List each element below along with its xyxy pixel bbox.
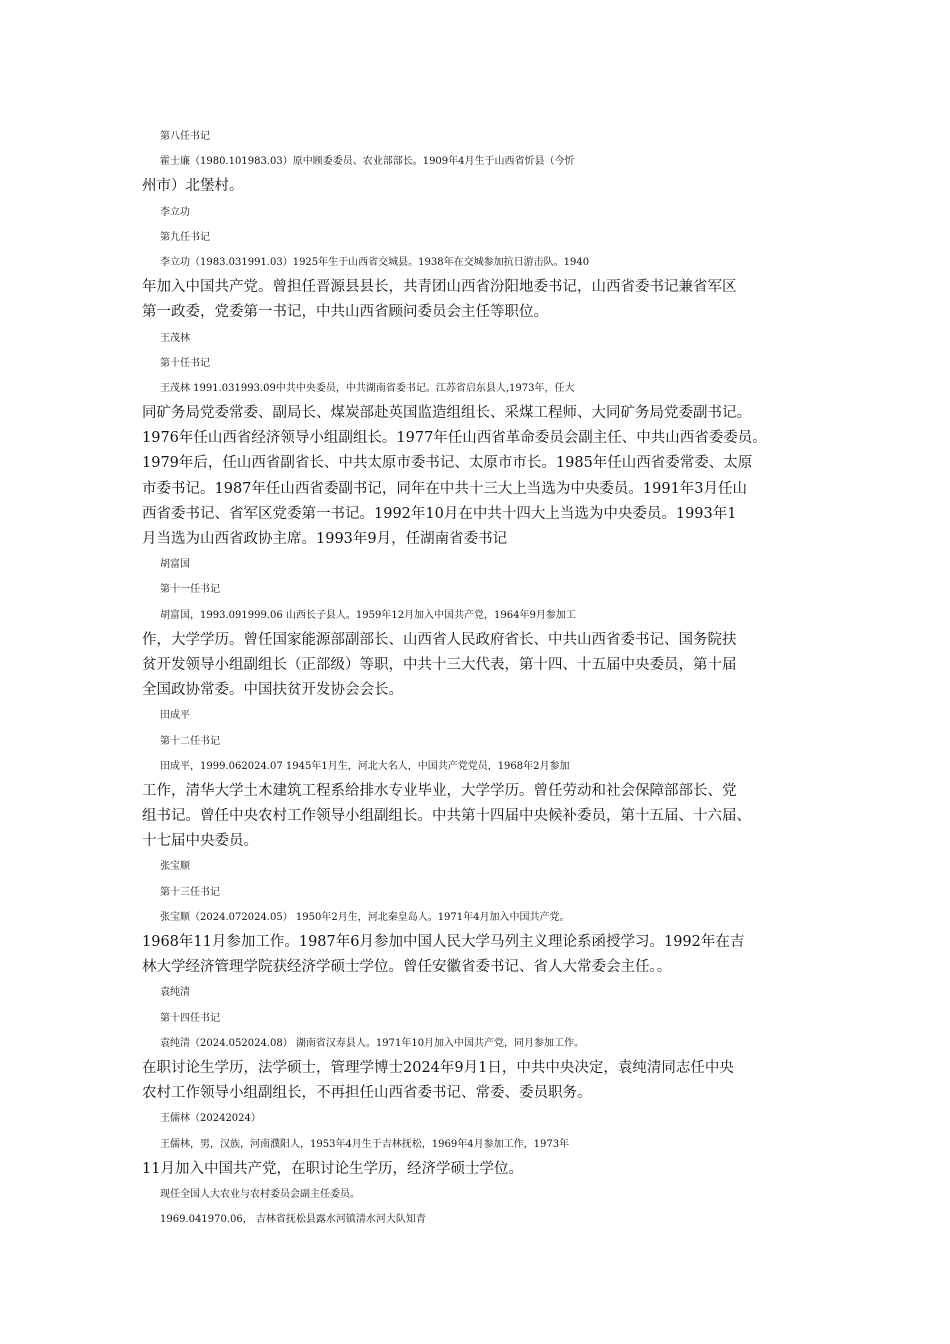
text-line: 州市）北堡村。 bbox=[142, 178, 244, 195]
text-line: 西省委书记、省军区党委第一书记。1992年10月在中共十四大上当选为中央委员。1993年1 bbox=[142, 505, 737, 522]
text-line: 第十任书记 bbox=[160, 357, 210, 369]
text-line: 现任全国人大农业与农村委员会副主任委员。 bbox=[160, 1188, 360, 1200]
text-line: 田成平 bbox=[160, 710, 190, 722]
text-line: 1979年后，任山西省副省长、中共太原市委书记、太原市市长。1985年任山西省委常委、太原 bbox=[142, 455, 753, 472]
text-line: 全国政协常委。中国扶贫开发协会会长。 bbox=[142, 682, 403, 699]
text-line: 霍士廉（1980.101983.03）原中顾委委员、农业部部长。1909年4月生于山西省忻县（今忻 bbox=[160, 156, 575, 168]
text-line: 在职讨论生学历，法学硕士，管理学博士2024年9月1日，中共中央决定，袁纯清同志任中央 bbox=[142, 1059, 734, 1076]
text-line: 林大学经济管理学院获经济学硕士学位。曾任安徽省委书记、省人大常委会主任。。 bbox=[142, 959, 672, 976]
text-line: 王茂林 bbox=[160, 332, 190, 344]
text-line: 月当选为山西省政协主席。1993年9月，任湖南省委书记 bbox=[142, 531, 508, 547]
text-line: 市委书记。1987年任山西省委副书记，同年在中共十三大上当选为中央委员。1991年3月任山 bbox=[142, 480, 748, 497]
document-page bbox=[142, 124, 814, 1232]
text-line: 胡富国，1993.091999.06 山西长子县人。1959年12月加入中国共产党，1964年9月参加工 bbox=[160, 609, 576, 621]
text-line: 张宝顺（2024.072024.05） 1950年2月生，河北秦皇岛人。1971年4月加入中国共产党。 bbox=[160, 911, 570, 923]
text-line: 1969.041970.06， 吉林省抚松县露水河镇清水河大队知青 bbox=[160, 1214, 426, 1226]
text-line: 作，大学学历。曾任国家能源部副部长、山西省人民政府省长、中共山西省委书记、国务院扶 bbox=[142, 631, 737, 648]
text-line: 第十四任书记 bbox=[160, 1012, 220, 1024]
text-line: 第十二任书记 bbox=[160, 735, 220, 747]
text-line: 贫开发领导小组副组长（正部级）等职，中共十三大代表，第十四、十五届中央委员，第十届 bbox=[142, 656, 737, 673]
text-line: 第十一任书记 bbox=[160, 584, 220, 596]
text-line: 第八任书记 bbox=[160, 131, 210, 142]
text-line: 第一政委，党委第一书记，中共山西省顾问委员会主任等职位。 bbox=[142, 304, 548, 321]
text-line: 十七届中央委员。 bbox=[142, 833, 258, 850]
text-line: 李立功 bbox=[160, 206, 190, 218]
text-line: 组书记。曾任中央农村工作领导小组副组长。中共第十四届中央候补委员，第十五届、十六届、 bbox=[142, 808, 751, 825]
text-line: 1968年11月参加工作。1987年6月参加中国人民大学马列主义理论系函授学习。1992年在吉 bbox=[142, 934, 745, 950]
text-line: 农村工作领导小组副组长，不再担任山西省委书记、常委、委员职务。 bbox=[142, 1085, 592, 1102]
text-line: 第九任书记 bbox=[160, 231, 210, 243]
text-line: 田成平，1999.062024.07 1945年1月生，河北大名人，中国共产党党员，1968年2月参加 bbox=[160, 760, 570, 772]
text-line: 王茂林 1991.031993.09中共中央委员，中共湖南省委书记。江苏省启东县人,1973年，任大 bbox=[160, 382, 575, 394]
text-line: 年加入中国共产党。曾担任晋源县县长，共青团山西省汾阳地委书记，山西省委书记兼省军区 bbox=[142, 279, 737, 296]
text-line: 李立功（1983.031991.03）1925年生于山西省交城县。1938年在交城参加抗日游击队。1940 bbox=[160, 256, 590, 268]
text-line: 王儒林（20242024） bbox=[160, 1113, 261, 1125]
text-line: 工作，清华大学土木建筑工程系给排水专业毕业，大学学历。曾任劳动和社会保障部部长、党 bbox=[142, 782, 737, 799]
text-line: 张宝顺 bbox=[160, 861, 190, 873]
text-line: 胡富国 bbox=[160, 559, 190, 571]
text-line: 王儒林，男，汉族，河南濮阳人，1953年4月生于吉林抚松，1969年4月参加工作，1973年 bbox=[160, 1138, 570, 1150]
text-line: 同矿务局党委常委、副局长、煤炭部赴英国监造组组长、采煤工程师、大同矿务局党委副书记。 bbox=[142, 405, 751, 422]
text-line: 袁纯清（2024.052024.08） 湖南省汉寿县人。1971年10月加入中国共产党，同月参加工作。 bbox=[160, 1037, 585, 1049]
text-line: 袁纯清 bbox=[160, 987, 190, 999]
text-line: 11月加入中国共产党，在职讨论生学历，经济学硕士学位。 bbox=[142, 1160, 523, 1177]
text-line: 1976年任山西省经济领导小组副组长。1977年任山西省革命委员会副主任、中共山西省委委员。 bbox=[142, 430, 767, 447]
text-line: 第十三任书记 bbox=[160, 886, 220, 898]
